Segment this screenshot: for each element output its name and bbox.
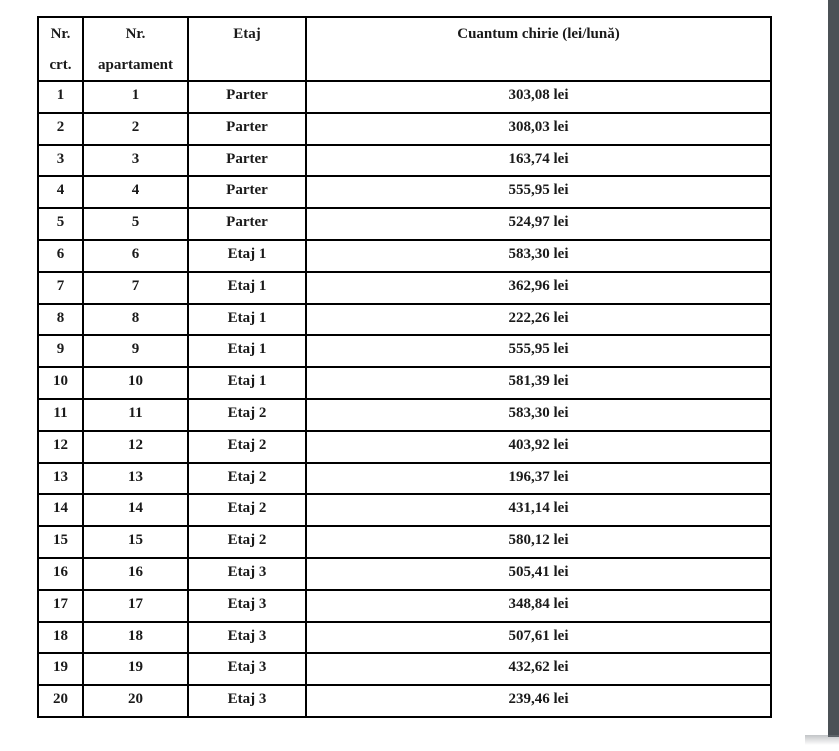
viewer-edge-strip-shadow [805, 735, 839, 745]
cell-nr-crt: 9 [38, 335, 83, 367]
viewer-edge-strip [828, 0, 839, 737]
cell-etaj: Etaj 2 [188, 431, 306, 463]
cell-nr-crt: 6 [38, 240, 83, 272]
cell-nr-apartament: 2 [83, 113, 188, 145]
table-row [38, 240, 771, 272]
cell-nr-apartament: 9 [83, 335, 188, 367]
cell-cuantum-chirie: 432,62 lei [306, 653, 771, 685]
cell-nr-crt: 2 [38, 113, 83, 145]
cell-cuantum-chirie: 303,08 lei [306, 81, 771, 113]
rent-table-header [38, 17, 771, 81]
cell-nr-crt: 16 [38, 558, 83, 590]
header-nr-crt-line1: Nr. [50, 26, 71, 42]
cell-cuantum-chirie: 163,74 lei [306, 145, 771, 177]
cell-nr-crt: 14 [38, 494, 83, 526]
cell-etaj: Etaj 1 [188, 335, 306, 367]
cell-nr-apartament: 1 [83, 81, 188, 113]
header-row [38, 17, 771, 81]
cell-nr-apartament: 11 [83, 399, 188, 431]
table-row [38, 653, 771, 685]
cell-cuantum-chirie: 505,41 lei [306, 558, 771, 590]
cell-nr-apartament: 5 [83, 208, 188, 240]
cell-nr-crt: 20 [38, 685, 83, 717]
cell-etaj: Parter [188, 176, 306, 208]
cell-nr-crt: 13 [38, 463, 83, 495]
cell-nr-apartament: 10 [83, 367, 188, 399]
cell-nr-crt: 12 [38, 431, 83, 463]
table-row [38, 145, 771, 177]
rent-table [37, 16, 772, 718]
table-row [38, 431, 771, 463]
cell-nr-crt: 17 [38, 590, 83, 622]
cell-nr-apartament: 20 [83, 685, 188, 717]
cell-cuantum-chirie: 580,12 lei [306, 526, 771, 558]
cell-etaj: Etaj 2 [188, 494, 306, 526]
cell-nr-crt: 3 [38, 145, 83, 177]
header-nr-crt [38, 17, 83, 81]
cell-etaj: Parter [188, 81, 306, 113]
cell-etaj: Etaj 2 [188, 526, 306, 558]
table-row [38, 399, 771, 431]
cell-nr-crt: 5 [38, 208, 83, 240]
cell-cuantum-chirie: 555,95 lei [306, 335, 771, 367]
table-row [38, 494, 771, 526]
rent-table-body [38, 81, 771, 717]
cell-nr-crt: 11 [38, 399, 83, 431]
cell-cuantum-chirie: 196,37 lei [306, 463, 771, 495]
header-etaj [188, 17, 306, 81]
cell-nr-apartament: 13 [83, 463, 188, 495]
cell-cuantum-chirie: 308,03 lei [306, 113, 771, 145]
table-row [38, 463, 771, 495]
table-row [38, 113, 771, 145]
header-cuantum-chirie-line2 [307, 49, 770, 80]
cell-cuantum-chirie: 581,39 lei [306, 367, 771, 399]
cell-nr-apartament: 3 [83, 145, 188, 177]
cell-nr-apartament: 17 [83, 590, 188, 622]
table-row [38, 81, 771, 113]
cell-etaj: Etaj 3 [188, 558, 306, 590]
cell-etaj: Parter [188, 113, 306, 145]
cell-nr-crt: 15 [38, 526, 83, 558]
cell-nr-crt: 4 [38, 176, 83, 208]
cell-etaj: Parter [188, 208, 306, 240]
table-row [38, 685, 771, 717]
cell-cuantum-chirie: 348,84 lei [306, 590, 771, 622]
header-cuantum-chirie-line1: Cuantum chirie (lei/lună) [457, 26, 620, 42]
cell-nr-crt: 1 [38, 81, 83, 113]
table-row [38, 622, 771, 654]
cell-nr-apartament: 12 [83, 431, 188, 463]
cell-nr-apartament: 15 [83, 526, 188, 558]
cell-cuantum-chirie: 555,95 lei [306, 176, 771, 208]
table-row [38, 272, 771, 304]
cell-nr-crt: 8 [38, 304, 83, 336]
cell-cuantum-chirie: 507,61 lei [306, 622, 771, 654]
cell-etaj: Etaj 2 [188, 463, 306, 495]
cell-nr-apartament: 7 [83, 272, 188, 304]
cell-etaj: Parter [188, 145, 306, 177]
cell-nr-crt: 10 [38, 367, 83, 399]
cell-etaj: Etaj 1 [188, 240, 306, 272]
cell-nr-crt: 19 [38, 653, 83, 685]
table-row [38, 590, 771, 622]
cell-cuantum-chirie: 583,30 lei [306, 399, 771, 431]
cell-cuantum-chirie: 222,26 lei [306, 304, 771, 336]
header-nr-apartament-line2: apartament [98, 57, 173, 73]
table-row [38, 558, 771, 590]
header-nr-crt-line2: crt. [49, 57, 72, 73]
table-row [38, 526, 771, 558]
header-nr-apartament [83, 17, 188, 81]
cell-etaj: Etaj 1 [188, 367, 306, 399]
cell-nr-apartament: 6 [83, 240, 188, 272]
cell-cuantum-chirie: 239,46 lei [306, 685, 771, 717]
cell-cuantum-chirie: 524,97 lei [306, 208, 771, 240]
table-row [38, 335, 771, 367]
cell-nr-apartament: 19 [83, 653, 188, 685]
cell-nr-apartament: 16 [83, 558, 188, 590]
cell-cuantum-chirie: 583,30 lei [306, 240, 771, 272]
cell-etaj: Etaj 3 [188, 685, 306, 717]
header-etaj-line2 [189, 49, 305, 80]
table-row [38, 208, 771, 240]
cell-cuantum-chirie: 403,92 lei [306, 431, 771, 463]
table-row [38, 367, 771, 399]
cell-cuantum-chirie: 431,14 lei [306, 494, 771, 526]
cell-etaj: Etaj 1 [188, 304, 306, 336]
cell-nr-apartament: 4 [83, 176, 188, 208]
cell-nr-apartament: 8 [83, 304, 188, 336]
header-cuantum-chirie [306, 17, 771, 81]
cell-cuantum-chirie: 362,96 lei [306, 272, 771, 304]
cell-nr-crt: 7 [38, 272, 83, 304]
cell-nr-crt: 18 [38, 622, 83, 654]
cell-etaj: Etaj 3 [188, 653, 306, 685]
cell-nr-apartament: 14 [83, 494, 188, 526]
header-etaj-line1: Etaj [233, 26, 261, 42]
cell-nr-apartament: 18 [83, 622, 188, 654]
header-nr-apartament-line1: Nr. [125, 26, 146, 42]
cell-etaj: Etaj 3 [188, 622, 306, 654]
table-row [38, 304, 771, 336]
cell-etaj: Etaj 1 [188, 272, 306, 304]
table-row [38, 176, 771, 208]
cell-etaj: Etaj 3 [188, 590, 306, 622]
cell-etaj: Etaj 2 [188, 399, 306, 431]
